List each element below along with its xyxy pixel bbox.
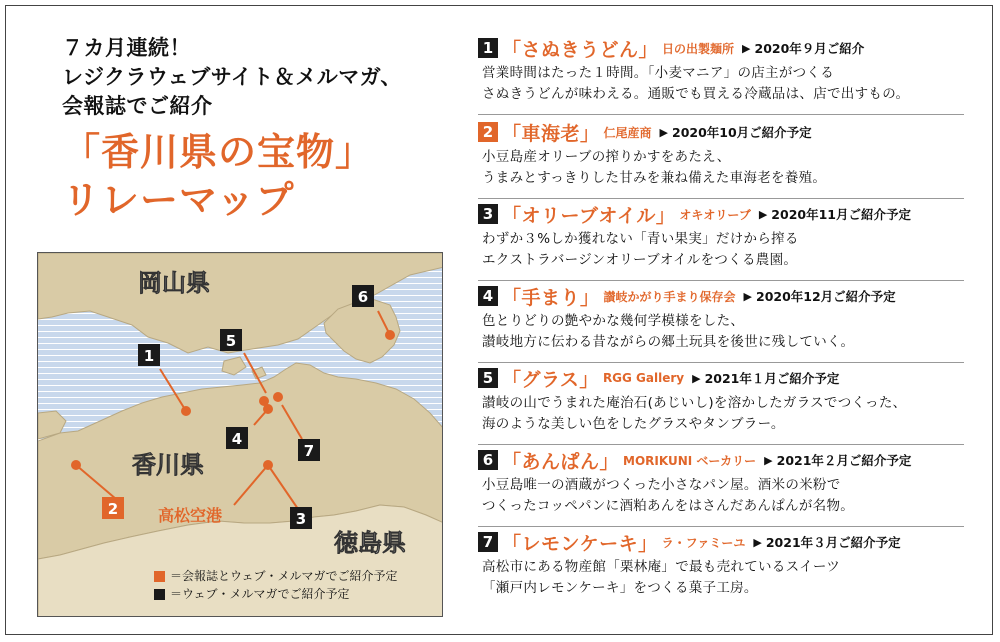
item-maker: オキオリーブ [679, 207, 751, 222]
intro-line: レジクラウェブサイト＆メルマガ、 [62, 65, 402, 89]
triangle-right-icon: ▶ [742, 41, 751, 55]
tokushima-label: 徳島県 [334, 529, 406, 557]
legend-black [154, 585, 398, 603]
location-dot-7 [259, 396, 269, 406]
item-description [482, 311, 988, 353]
triangle-right-icon: ▶ [753, 535, 762, 549]
item-desc-line: さぬきうどんが味わえる。通販でも買える冷蔵品は、店で出すもの。 [482, 86, 910, 102]
list-item [478, 366, 988, 435]
item-divider [478, 526, 964, 527]
item-maker: 日の出製麺所 [662, 41, 735, 56]
item-name: 「さぬきうどん」 [502, 38, 659, 61]
location-dot-6 [385, 330, 395, 340]
title-line: 「香川県の宝物」 [62, 130, 375, 174]
item-description [482, 229, 988, 271]
marker-label: 2 [107, 500, 119, 518]
item-maker: 讃岐かがり手まり保存会 [603, 289, 736, 304]
triangle-right-icon: ▶ [743, 289, 752, 303]
item-description [482, 393, 988, 435]
item-description [482, 147, 988, 189]
item-name: 「レモンケーキ」 [502, 532, 658, 555]
item-description [482, 475, 988, 517]
item-desc-line: 小豆島産オリーブの搾りかすをあたえ、 [482, 149, 731, 165]
list-item [478, 448, 988, 517]
location-dot-3 [263, 460, 273, 470]
item-number-badge: 4 [478, 286, 498, 306]
title-line: リレーマップ [62, 178, 295, 222]
intro-line: ７カ月連続！ [62, 36, 191, 60]
item-number-badge: 6 [478, 450, 498, 470]
item-description [482, 63, 988, 105]
item-divider [478, 280, 964, 281]
legend-orange [154, 567, 398, 585]
item-header [478, 366, 988, 390]
item-header [478, 36, 988, 60]
item-date: 2020年10月ご紹介予定 [672, 125, 812, 140]
okayama-label: 岡山県 [138, 269, 210, 297]
intro-line: 会報誌でご紹介 [62, 94, 213, 118]
relay-map [37, 252, 443, 617]
marker-label: 3 [295, 510, 307, 528]
item-date: 2021年２月ご紹介予定 [776, 453, 912, 468]
item-header [478, 530, 988, 554]
item-description [482, 557, 988, 599]
item-name: 「車海老」 [502, 122, 600, 145]
intro-text [62, 34, 402, 121]
item-maker: ラ・ファミーユ [661, 535, 746, 550]
airport-label: 高松空港 [158, 506, 223, 525]
item-number-badge: 1 [478, 38, 498, 58]
item-name: 「手まり」 [502, 286, 600, 309]
kagawa-label: 香川県 [132, 451, 204, 479]
map-legend [154, 567, 398, 603]
item-maker: MORIKUNI ベーカリー [623, 453, 757, 468]
marker-label: 5 [225, 332, 237, 350]
marker-label: 4 [231, 430, 243, 448]
item-date: 2021年３月ご紹介予定 [765, 535, 901, 550]
item-name: 「オリーブオイル」 [502, 204, 676, 227]
item-name: 「グラス」 [502, 368, 599, 391]
item-header [478, 202, 988, 226]
location-dot-5 [273, 392, 283, 402]
legend-text: ＝ウェブ・メルマガでご紹介予定 [170, 587, 350, 601]
item-desc-line: 海のような美しい色をしたグラスやタンブラー。 [482, 416, 785, 432]
item-desc-line: つくったコッペパンに酒粕あんをはさんだあんぱんが名物。 [482, 498, 855, 514]
item-desc-line: 高松市にある物産館「栗林庵」で最も売れているスイーツ [482, 559, 840, 575]
item-maker: RGG Gallery [602, 371, 685, 385]
item-divider [478, 114, 964, 115]
item-divider [478, 362, 964, 363]
orange-square-icon [154, 571, 165, 582]
item-name: 「あんぱん」 [502, 450, 620, 473]
item-header [478, 120, 988, 144]
item-date: 2020年12月ご紹介予定 [756, 289, 896, 304]
location-dot-2 [71, 460, 81, 470]
marker-label: 6 [357, 288, 369, 306]
legend-text: ＝会報誌とウェブ・メルマガでご紹介予定 [170, 569, 398, 583]
list-item [478, 36, 988, 105]
item-number-badge: 3 [478, 204, 498, 224]
item-desc-line: 讃岐の山でうまれた庵治石(あじいし)を溶かしたガラスでつくった、 [482, 395, 907, 411]
triangle-right-icon: ▶ [659, 125, 668, 139]
item-divider [478, 444, 964, 445]
item-number-badge: 7 [478, 532, 498, 552]
item-desc-line: 小豆島唯一の酒蔵がつくった小さなパン屋。酒米の米粉で [482, 477, 841, 493]
triangle-right-icon: ▶ [758, 207, 768, 221]
page-title [62, 128, 374, 224]
item-header [478, 448, 988, 472]
triangle-right-icon: ▶ [692, 371, 701, 385]
item-desc-line: 讃岐地方に伝わる昔ながらの郷土玩具を後世に残していく。 [482, 334, 855, 350]
item-date: 2020年11月ご紹介予定 [771, 207, 911, 222]
item-desc-line: 「瀬戸内レモンケーキ」をつくる菓子工房。 [482, 580, 758, 596]
item-header [478, 284, 988, 308]
item-number-badge: 2 [478, 122, 498, 142]
item-date: 2021年１月ご紹介予定 [704, 371, 840, 386]
marker-label: 7 [303, 442, 315, 460]
item-desc-line: わずか３%しか獲れない「青い果実」だけから搾る [482, 231, 799, 247]
marker-label: 1 [143, 347, 155, 365]
item-number-badge: 5 [478, 368, 498, 388]
list-item [478, 530, 988, 599]
black-square-icon [154, 589, 165, 600]
triangle-right-icon: ▶ [764, 453, 773, 467]
list-item [478, 120, 988, 189]
item-divider [478, 198, 964, 199]
map-svg [38, 253, 443, 617]
item-desc-line: 色とりどりの艶やかな幾何学模様をした、 [482, 313, 745, 329]
item-maker: 仁尾産商 [603, 125, 652, 140]
location-dot-1 [181, 406, 191, 416]
list-item [478, 202, 988, 271]
item-desc-line: 営業時間はたった１時間。「小麦マニア」の店主がつくる [482, 65, 835, 81]
item-date: 2020年９月ご紹介 [754, 41, 865, 56]
item-desc-line: うまみとすっきりした甘みを兼ね備えた車海老を養殖。 [482, 170, 827, 186]
item-desc-line: エクストラバージンオリーブオイルをつくる農園。 [482, 252, 798, 268]
list-item [478, 284, 988, 353]
